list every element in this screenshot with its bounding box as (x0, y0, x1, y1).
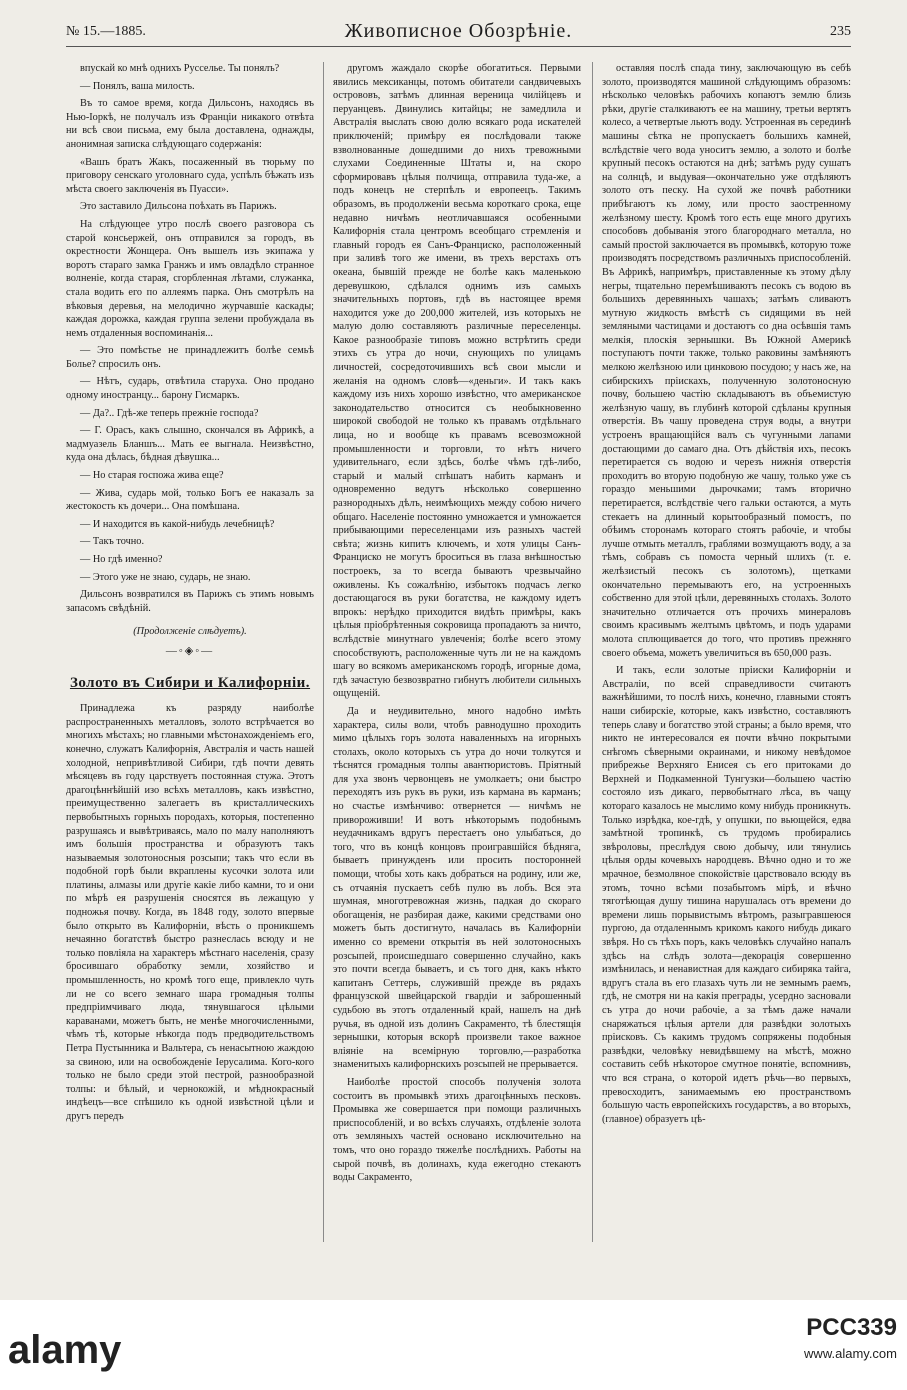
paragraph: Да и неудивительно, много надобно имѣть характера, силы воли, чтобъ равнодушно проходить мимо цѣлыхъ горъ золота наваленныхъ на игорныхъ столахъ, около которыхъ съ утра до ночи толкутся и тѣснятся громадныя толпы авантюристовъ. Пріятный для уха звонъ червонцевъ не умолкаетъ; они быстро переходятъ изъ рукъ въ руки, изъ кармана въ карманъ; но счастье измѣнчиво: отвернется — ничѣмъ не привороживши! И вотъ нѣкоторымъ подобнымъ неудачникамъ вдругъ перестаетъ оно улыбаться, до того, что въ концѣ концовъ проигравшійся бѣдняга, бываетъ принужденъ или просить посторонней помощи, чтобы хоть какъ добраться на родину, или же, съ отчаянія пускаетъ себѣ пулю въ лобъ. Вся эта шумная, многотревожная жизнь, падкая до скораго обогащенія, не разбирая даже, какими средствами оно можетъ быть достигнуто, началась въ Калифорніи именно со времени открытія въ ней золотоносныхъ розсыпей, происшедшаго совершенно случайно, какъ это почти всегда бываетъ, и съ того дня, какъ нѣкто капитанъ Сеттерь, служившій прежде въ рядахъ французской швейцарской гвардіи и заброшенный судьбою въ этотъ отдаленный край, нашелъ на днѣ ручья, въ одной изъ долинъ Сакраменто, тѣ блестящія зернышки, которыя вскорѣ произвели такое важное вліяніе на всемірную торговлю,—разработка знаменитыхъ калифорнскихъ розсыпей не прерывается. (333, 705, 581, 1071)
paragraph: — Да?.. Гдѣ-же теперь прежніе господа? (80, 407, 259, 419)
paragraph: Это заставило Дильсона поѣхать въ Парижъ. (80, 201, 277, 213)
page-number: 235 (830, 24, 851, 39)
paragraph: — Но старая госпожа жива еще? (80, 470, 224, 482)
image-code (804, 1314, 897, 1361)
paragraph: — Г. Орасъ, какъ слышно, скончался въ Африкѣ, а мадмуазель Бланшъ... Мать ее выгнала. Неизвѣстно, куда она дѣлась, бѣдная дѣвушка... (66, 425, 314, 464)
paragraph: — Нѣтъ, сударь, отвѣтила старуха. Оно продано одному иностранцу... барону Гисмаркъ. (66, 376, 314, 402)
journal-title: Живописное Обозрѣніе. (344, 20, 573, 42)
article-title: Золото въ Сибири и Калифорніи. (69, 674, 311, 691)
ornament-divider: —◦◈◦— (165, 644, 215, 657)
site-url: www.alamy.com (804, 1346, 897, 1361)
paragraph: — И находится въ какой-нибудь лечебницѣ? (80, 518, 275, 530)
paragraph: — Но гдѣ именно? (80, 554, 163, 565)
stock-footer (0, 1300, 907, 1390)
column-right (602, 62, 851, 1242)
paragraph: Дильсонъ возвратился въ Парижъ съ этимъ новымъ запасомъ свѣдѣній. (66, 589, 314, 614)
paragraph: — Понялъ, ваша милость. (80, 80, 195, 92)
alamy-logo: alamy (8, 1328, 122, 1372)
paragraph: Въ то самое время, когда Дильсонъ, находясь въ Нью-Іоркѣ, не получалъ изъ Франціи никакого отвѣта ни всѣ свои письма, ему была доставлена, однажды, анонимная записка слѣдующаго содержанія: (66, 98, 314, 150)
column-divider (592, 62, 593, 1242)
paragraph: другомъ жаждало скорѣе обогатиться. Первыми явились мексиканцы, потомъ обитатели сандвичевыхъ острововъ, затѣмъ длинная вереница чилійцевъ и перуанцевъ. Двинулись китайцы; не замедлила и Австралія выслать свою долю всякаго рода искателей приключеній; примѣру ея послѣдовали также взволнованные дошедшими до нихъ тревожными слухами Соединенные Штаты и, на скоро сформировавъ цѣлыя полчища, отправила туда-же, а подъ конецъ не стерпѣлъ и европеецъ. Такимъ образомъ, въ продолженіи весьма короткаго срока, еще недавно ничѣмъ неотличавшаяся особенными Калифорнія стала центромъ всеобщаго стремленія и главный городъ ея Санъ-Франциско, расположенный при заливѣ того же имени, въ трехъ верстахъ отъ океана, бывшій прежде не болѣе какъ маленькою деревушкою, сдѣлался однимъ изъ самыхъ значительныхъ портовъ, гдѣ въ настоящее время находится уже до 200,000 жителей, изъ которыхъ не малую долю составляютъ различные переселенцы. Какое разнообразіе типовъ можно встрѣтить среди этихъ съ утра до ночи, снующихъ по улицамъ личностей, сосредоточившихъ всѣ свои мысли и желанія на одномъ словѣ—«деньги». И такъ какъ каждому изъ нихъ хорошо извѣстно, что американское законодательство относится съ необыкновенно широкой свободой не только къ правамъ отдѣльнаго лица, но и вообще къ правамъ всевозможной промышленности и торговли, то нѣтъ ничего удивительнаго, если здѣсь, болѣе чѣмъ гдѣ-либо, старый и малый спѣшатъ набить карманъ и одновременно ведутъ нѣсколько совершенно разнородныхъ дѣлъ, неимѣющихъ между собою ничего общаго. Населеніе постоянно умножается и умножается прибывающими переселенцами изъ разныхъ частей свѣта; жизнь кипитъ ключемъ, и хотя улицы Санъ-Франциско не могутъ броситься въ глаза внѣшностью построекъ, за то всегда бываютъ чрезвычайно оживлены. Къ сожалѣнію, избытокъ подчасъ легко достающагося въ руки богатства, не каждому идетъ впрокъ: нерѣдко приходится видѣть примѣры, какъ цѣлыя пріобрѣтенныя сокровища пропадаютъ за ничто, вслѣдствіе минутнаго увлеченія; болѣе всего этому способствуютъ, расположенные чуть ли не на каждомъ шагу во всякомъ американскомъ городѣ, игорные дома, гдѣ зачастую безвозвратно гибнутъ любители сильныхъ ощущеній. (333, 63, 581, 700)
column-middle (333, 62, 581, 1242)
paragraph: — Такъ точно. (80, 536, 145, 548)
page-header (66, 16, 851, 47)
paragraph: На слѣдующее утро послѣ своего разговора съ старой консьержей, онъ отправился за городъ, въ окрестности Жонщера. Онъ вышелъ изъ экипажа у воротъ стараго замка Гранжъ и имъ овладѣло странное волненіе, когда старая, сгорбленная лѣтами, служанка, стала водить его по аллеямъ парка. Онъ смотрѣлъ на вѣковыя деревья, на мелодично журчавшіе каскады; каждая дорожка, каждая группа зелени пробуждала въ немъ отдаленныя воспоминанія... (66, 218, 314, 339)
paragraph: «Вашъ братъ Жакъ, посаженный въ тюрьму по приговору сенскаго уголовнаго суда, успѣлъ бѣжать изъ мѣста своего заключенія въ Пуасси». (66, 156, 314, 195)
paragraph: Принадлежа къ разряду наиболѣе распространенныхъ металловъ, золото встрѣчается во многихъ мѣстахъ; но главными мѣстонахожденіемъ его, конечно, служатъ Калифорнія, Австралія и часть нашей холодной, непривѣтливой Сибири, гдѣ почти девять мѣсяцевъ въ году царствуетъ постоянная стужа. Этотъ драгоцѣннѣйшій изо всѣхъ металловъ, какъ извѣстно, преимущественно залегаетъ въ кристаллическихъ первобытныхъ горныхъ породахъ, которыя, постепенно разрушаясь и вывѣтриваясь, мало по малу наполняютъ имъ большія пространства и образуютъ такъ называемыя золотоносныя розсыпи; такъ что если въ подобной горѣ были вкраплены кусочки золота или платины, алмазы или другіе какіе либо камни, то и они по мѣрѣ ея разрушенія сносятся въ лежащую у подножья почву. Когда, въ 1848 году, золото впервые было открыто въ Калифорніи, вѣсть о проникшемъ нечаянно богатствѣ быстро разнеслась всюду и не только повліяла на характеръ мѣстнаго населенія, сразу бросившаго обработку земли, хозяйство и промышленность, но кромѣ того еще, привлекло чуть ли не со всего земнаго шара громадныя толпы предпріимчиваго люда, тянувшагося цѣлыми караванами, можетъ быть, не менѣе многочисленными, чѣмъ тѣ, которые нѣкогда подъ предводительствомъ Петра Пустынника и Вальтера, съ ненасытною жаждою за свиною, или на освобожденіе Іерусалима. Кого-кого только не было среди этой пестрой, разнообразной толпы: и бѣлый, и чернокожій, и мѣднокрасный индѣецъ—все спѣшило къ одной извѣстной цѣли и другъ передъ (66, 703, 314, 1122)
issue-number: № 15.—1885. (66, 24, 146, 39)
paragraph: — Это помѣстье не принадлежитъ болѣе семьѣ Болье? спросилъ онъ. (66, 345, 314, 370)
to-be-continued: (Продолженіе слѣдуетъ). (133, 626, 247, 638)
image-id: PCC339 (806, 1314, 897, 1341)
paragraph: — Этого уже не знаю, сударь, не знаю. (80, 571, 251, 583)
column-divider (323, 62, 324, 1242)
paragraph: впускай ко мнѣ однихъ Русселье. Ты понялъ? (80, 63, 280, 74)
paragraph: — Жива, сударь мой, только Богъ ее наказалъ за жестокость къ дочери... Она помѣшана. (66, 487, 314, 513)
paragraph: И такъ, если золотые пріиски Калифорніи и Австраліи, по всей справедливости считаютъ важнѣйшими, то послѣ нихъ, конечно, главными стоятъ наши сибирскіе, которые, какъ извѣстно, составляютъ теперь славу и богатство этой страны; а было время, что никто не интересовался ея почти вѣчно покрытыми снѣгомъ сѣверными окраинами, и никому невѣдомое прибрежье Верхняго Енисея съ его притоками до Верхней и Подкаменной Тунгузки—большею частію состояло изъ дикаго, первобытнаго лѣса, въ чащу котораго казалось не мыслимо кому нибудь проникнуть. Только изрѣдка, кое-гдѣ, у опушки, по вьющейся, едва замѣтной тропинкѣ, съ трудомъ пробирались звѣроловы, преслѣдуя свою добычу, или тянулись цѣлыя орды кочевыхъ народцевъ. Вѣчно одно и то же мрачное, безмолвное спокойствіе царствовало всюду въ этомъ, точно всѣми позабытомъ мірѣ, и вѣчно тяготѣющая душу тишина нарушалась отъ времени до времени лишь порывистымъ вѣтромъ, разыгравшеюся пургою, да отдаленнымъ крикомъ какого нибудь дикаго звѣря. Но съ тѣхъ поръ, какъ человѣкъ случайно напалъ здѣсь на слѣдъ золота—декорація совершенно измѣнилась, и ненавистная для каждаго сибиряка тайга, вдругъ стала въ его глазахъ чуть ли не земнымъ раемъ, гдѣ, не смотря ни на какія преграды, усердно засновали съ утра до ночи рабочіе, а за тѣмъ даже начали снаряжаться цѣлыя артели для развѣдки золотыхъ пріисковъ. Съ какимъ трудомъ сопряжены подобныя развѣдки, человѣку невидѣвшему на мѣстѣ, можно составить себѣ нѣкоторое смутное понятіе, вспомнивъ, что вся страна, о которой идетъ рѣчь—во первыхъ, превосходитъ, занимаемымъ ею пространствомъ большую часть европейскихъ государствъ, а во вторыхъ, (главное) образуетъ цѣ- (602, 665, 851, 1125)
paragraph: оставляя послѣ спада тину, заключающую въ себѣ золото, производятся машиной слѣдующимъ образомъ: нѣсколько человѣкъ рабочихъ копаютъ землю близь рѣки, другіе сталкиваютъ ее на машину, третьи вертятъ колесо, а четвертые льютъ воду. Устроенная въ серединѣ машины сѣтка не пропускаетъ большихъ камней, вслѣдствіе чего вода уноситъ землю, а золото и болѣе крупный песокъ остаются на днѣ; затѣмъ руду сушатъ на солнцѣ, и выдувая—окончательно уже отдѣляютъ золото отъ песку. На сухой же почвѣ работники прибѣгаютъ къ лому, или просто заостренному желѣзному шесту. Кромѣ того есть еще много другихъ способовъ добыванія этого благороднаго металла, но самый простой заключается въ промывкѣ, которую тоже производятъ посредствомъ различныхъ приспособленій. Въ Африкѣ, напримѣръ, приставленные къ этому дѣлу негры, тщательно перемѣшиваютъ песокъ съ водою въ большихъ деревянныхъ чашахъ; затѣмъ сливаютъ мутную жидкость вмѣстѣ съ сидящими въ ней земляными частицами и достаютъ со дна осѣвшія тамъ мелкія, плоскія зернышки. Въ Южной Америкѣ поступаютъ почти также, только раковины замѣняютъ мелкою желѣзною или цинковою посудою; у насъ же, на сибирскихъ пріискахъ, полученную золотоносную почву, большею частію складываютъ въ объемистую желѣзную чашу, въ глубинѣ которой сдѣланы крупныя отверстія. Въ чашу проведена струя воды, а внутри устроенъ вращающійся валъ съ чугунными лапами достающими до самаго дна. Отъ дѣйствія ихъ, песокъ перетирается съ водою и черезъ нижнія отверстія проходитъ во вторую подобную же чашу, только уже съ гораздо меньшими дырочками; тамъ вторично перетирается, вслѣдствіе чего гальки остаются, а муть стекаетъ на длинный корытообразный помостъ, по обѣимъ сторонамъ котораго стоятъ рабочіе, и чтобы лучше отмыть металлъ, граблями возмущаютъ воду, а за тѣмъ, собравъ съ помоста черный шлихъ (т. е. желѣзистый песокъ съ золотомъ), щетками окончательно перемываютъ его, на устроенныхъ собственно для этой цѣли, деревянныхъ столахъ. Золото значительно отличается отъ прочихъ минераловъ своимъ красивымъ желтымъ цвѣтомъ, и подъ ударами молота сплющивается до того, что противъ прежняго своего объема, можетъ увеличиться въ 650,000 разъ. (602, 63, 851, 659)
paragraph: Наиболѣе простой способъ полученія золота состоитъ въ промывкѣ этихъ драгоцѣнныхъ песковъ. Промывка же совершается при помощи различныхъ приспособленій, и во всѣхъ случаяхъ, отдѣленіе золота отъ земляныхъ частей основано исключительно на томъ, что оно гораздо тяжелѣе послѣднихъ. Работы на сырой почвѣ, въ долинахъ, куда ежегодно стекаютъ воды Сакраменто, (333, 1076, 581, 1184)
column-left (66, 62, 314, 1242)
